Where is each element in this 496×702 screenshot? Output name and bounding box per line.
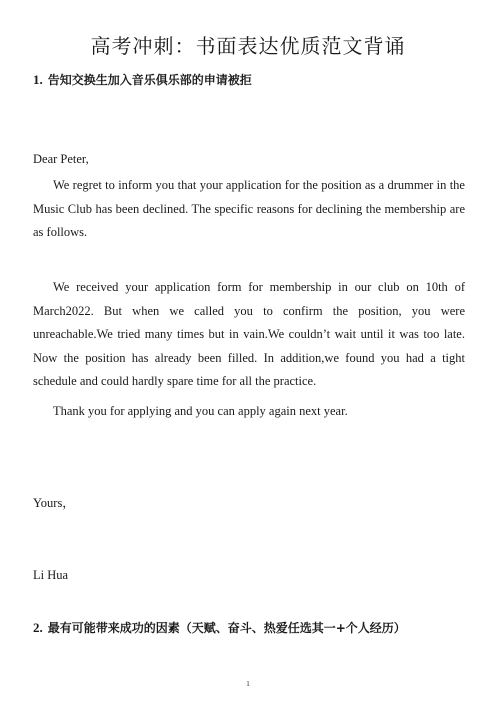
letter-signature: Li Hua xyxy=(33,568,69,582)
section-2-number: 2. xyxy=(33,620,43,635)
section-1-heading xyxy=(33,71,252,88)
letter-salutation: Dear Peter, xyxy=(33,152,89,166)
letter-paragraph: We received your application form for membership in our club on 10th of March2022. But when we called you to confirm the position, you were unreachable.We tried many times but in vain.We couldn’t wait until it was too late. Now the position has already been filled. In addition,we found you had a tight schedule and could hardly spare time for all the practice. xyxy=(33,280,465,388)
letter-paragraph: We regret to inform you that your application for the position as a drummer in the Music Club has been declined. The specific reasons for declining the membership are as follows. xyxy=(33,178,465,239)
letter-closing: Yours， xyxy=(33,496,75,510)
section-1-title: 告知交换生加入音乐俱乐部的申请被拒 xyxy=(47,73,252,87)
section-1-number: 1. xyxy=(33,72,43,87)
page-number: 1 xyxy=(246,680,250,688)
section-2-heading xyxy=(33,619,406,636)
section-2-title: 最有可能带来成功的因素（天赋、奋斗、热爱任选其一+个人经历） xyxy=(47,621,406,635)
document-title: 高考冲刺：书面表达优质范文背诵 xyxy=(90,34,406,58)
letter-paragraph: Thank you for applying and you can apply again next year. xyxy=(53,404,348,418)
